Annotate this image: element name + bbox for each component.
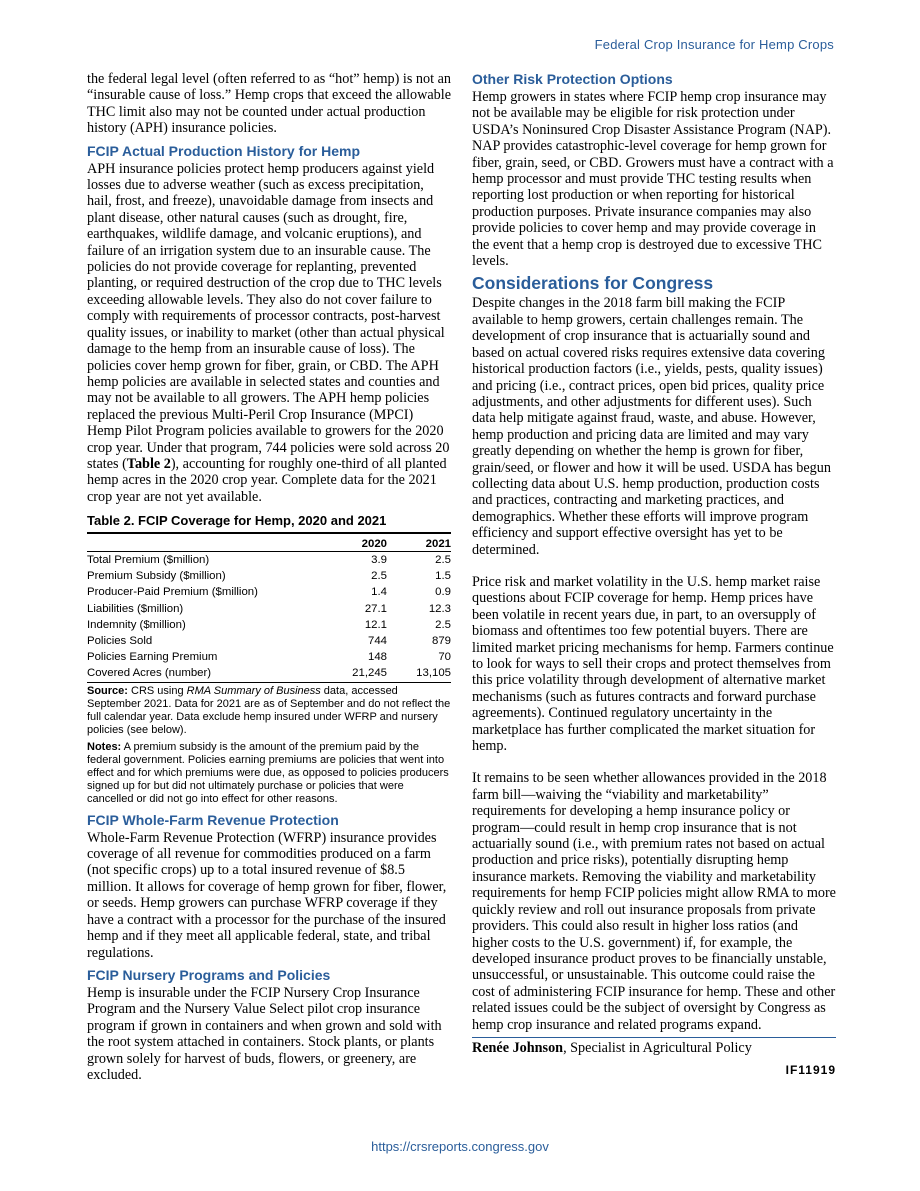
running-header: Federal Crop Insurance for Hemp Crops xyxy=(594,37,834,52)
aph-paragraph xyxy=(87,161,451,506)
report-id: IF11919 xyxy=(785,1062,836,1077)
row-value-2021: 12.3 xyxy=(428,602,451,615)
congress-paragraph-1: Despite changes in the 2018 farm bill making the FCIP available to hemp growers, certain challenges remain. The development of crop insurance that is actuarially sound and based on actual covered risks requires extensive data covering historical production factors (i.e., yields, pests, quality issues) and pricing (i.e., contract prices, open bid prices, quality price adjustments, and other adjustments for different uses). Such data help mitigate against fraud, waste, and abuse. However, hemp production and pricing data are limited and may vary greatly depending on whether the hemp is grown for fiber, grain/seed, or flower and how it will be used. USDA has begun collecting data about U.S. hemp production, production costs and practices, contracting and marketing practices, and demographics. Whether these efforts will improve program efficiency and support effective oversight has yet to be determined. xyxy=(472,295,831,558)
row-value-2021: 0.9 xyxy=(435,586,451,599)
aph-text-part-2: ), accounting for roughly one-third of all planted hemp acres in the 2020 crop year. Complete data for the 2021 crop year are not yet available. xyxy=(87,455,447,505)
table-notes xyxy=(87,741,451,806)
source-text-1: CRS using xyxy=(127,684,187,697)
table-row xyxy=(87,633,451,649)
row-value-2021: 2.5 xyxy=(435,618,451,631)
other-risk-paragraph: Hemp growers in states where FCIP hemp crop insurance may not be available may be eligible for risk protection under USDA’s Noninsured Crop Disaster Assistance Program (NAP). NAP provides catastrophic-level coverage for hemp grown for fiber, grain, seed, or CBD. Growers must have a contract with a hemp processor and must provide THC testing results when reporting lost production or when reporting for historical production purposes. Private insurance companies may also provide policies to cover hemp and may provide coverage in the event that a hemp crop is destroyed due to excessive THC levels. xyxy=(472,89,834,270)
row-value-2021: 1.5 xyxy=(435,570,451,583)
table-row xyxy=(87,617,451,633)
table-row xyxy=(87,665,451,682)
table-header-2021: 2021 xyxy=(387,533,451,552)
row-label: Indemnity ($million) xyxy=(87,618,186,631)
coverage-table xyxy=(87,532,451,683)
table-title: Table 2. FCIP Coverage for Hemp, 2020 and 2021 xyxy=(87,513,387,529)
congress-paragraph-3: It remains to be seen whether allowances provided in the 2018 farm bill—waiving the “viability and marketability” requirements for developing a hemp insurance policy or program—could result in hemp crop insurance that is not actuarially sound (i.e., with premium rates not based on actual production and price risks), potentially disrupting hemp insurance markets. Removing the viability and marketability requirements for hemp FCIP policies might allow RMA to more quickly review and roll out insurance proposals from private providers. This could also result in higher loss ratios (and higher costs to the U.S. government) if, for example, the developed insurance product proves to be financially unstable, unsuccessful, or unsustainable. This outcome could raise the cost of administering FCIP insurance for hemp. These and other related issues could be the subject of oversight by Congress as hemp crop insurance and related programs expand. xyxy=(472,770,836,1033)
aph-heading: FCIP Actual Production History for Hemp xyxy=(87,142,361,159)
intro-paragraph: the federal legal level (often referred to as “hot” hemp) is not an “insurable cause of loss.” Hemp crops that exceed the allowable THC limit also may not be counted under actual production history (APH) insurance policies. xyxy=(87,71,452,137)
table-row xyxy=(87,568,451,584)
source-label: Source: xyxy=(87,684,128,697)
congress-heading: Considerations for Congress xyxy=(472,273,714,294)
row-value-2020: 744 xyxy=(367,634,387,647)
row-value-2020: 2.5 xyxy=(371,570,387,583)
aph-text-part-1: APH insurance policies protect hemp producers against yield losses due to adverse weather (such as excess precipitation, hail, frost, and freeze), unavoidable damage from insects and plant disease, other natural causes (such as drought, fire, earthquakes, wildlife damage, and volcanic eruptions), and failure of an irrigation system due to an insurable cause. The policies do not provide coverage for replanting, prevented planting, or required destruction of the crop due to THC levels exceeding allowable levels. They also do not cover failure to comply with requirements of processor contracts, post-harvest quality issues, or inability to market (other than actual physical damage to the hemp from an insurable cause of loss). The policies cover hemp grown for fiber, grain, or CBD. The APH hemp policies are available in selected states and counties and may not be available to all growers. The APH hemp policies replaced the previous Multi-Peril Crop Insurance (MPCI) Hemp Pilot Program policies available to growers for the 2020 crop year. Under that program, 744 policies were sold across 20 states ( xyxy=(87,160,450,472)
wfrp-paragraph: Whole-Farm Revenue Protection (WFRP) insurance provides coverage of all revenue for commodities produced on a farm (not specific crops) up to a total insured revenue of $8.5 million. It allows for coverage of hemp grown for fiber, flower, or seeds. Hemp growers can purchase WFRP coverage if they have a contract with a processor for the purchase of the insured hemp and if they meet all applicable federal, state, and tribal regulations. xyxy=(87,829,447,961)
row-value-2020: 12.1 xyxy=(364,618,387,631)
notes-text: A premium subsidy is the amount of the premium paid by the federal government. Policies earning premiums are policies that went into effect and for which premiums were due, as opposed to policies producers signed up for but did not ultimately purchase or policies that were cancelled or did not go into effect for other reasons. xyxy=(87,740,449,805)
row-label: Covered Acres (number) xyxy=(87,665,323,682)
notes-label: Notes: xyxy=(87,740,122,753)
table-row xyxy=(87,649,451,665)
source-text-2: data, accessed September 2021. Data for 2021 are as of September and do not reflect the full calendar year. Data exclude hemp insured under WFRP and nursery policies (see below). xyxy=(87,684,451,736)
nursery-heading: FCIP Nursery Programs and Policies xyxy=(87,966,331,983)
row-label: Producer-Paid Premium ($million) xyxy=(87,586,258,599)
row-value-2021: 13,105 xyxy=(387,665,451,682)
row-value-2020: 1.4 xyxy=(371,586,387,599)
table-row xyxy=(87,585,451,601)
nursery-paragraph: Hemp is insurable under the FCIP Nursery Crop Insurance Program and the Nursery Value Select pilot crop insurance program if grown in containers and when grown and sold with the root system attached in containers. Stock plants, or plants grown solely for harvest of buds, flowers, or greenery, are excluded. xyxy=(87,984,442,1083)
row-value-2021: 879 xyxy=(431,634,451,647)
table-header-row xyxy=(87,533,451,552)
other-risk-heading: Other Risk Protection Options xyxy=(472,71,673,87)
row-value-2020: 21,245 xyxy=(323,665,387,682)
wfrp-heading: FCIP Whole-Farm Revenue Protection xyxy=(87,811,339,828)
table-header-2020: 2020 xyxy=(323,533,387,552)
row-label: Policies Earning Premium xyxy=(87,651,218,664)
table-source-note xyxy=(87,685,451,737)
author-title: , Specialist in Agricultural Policy xyxy=(563,1039,752,1056)
right-column xyxy=(472,71,836,1077)
row-value-2021: 70 xyxy=(438,651,451,664)
footer-link[interactable]: https://crsreports.congress.gov xyxy=(371,1139,549,1154)
table-row xyxy=(87,601,451,617)
source-italic: RMA Summary of Business xyxy=(186,684,321,697)
author-name: Renée Johnson xyxy=(472,1039,564,1056)
row-value-2020: 3.9 xyxy=(371,554,387,567)
row-value-2021: 2.5 xyxy=(435,554,451,567)
congress-paragraph-2: Price risk and market volatility in the U.S. hemp market raise questions about FCIP coverage for hemp. Hemp prices have been volatile in recent years due, in part, to an oversupply of biomass and oftentimes too few potential buyers. There are limited market pricing mechanisms for hemp. Farmers continue to look for ways to sell their crops and protect themselves from this price volatility through development of alternative market mechanisms (such as futures contracts and forward purchase agreements). Continued regulatory uncertainty in the marketplace has further complicated the market situation for hemp. xyxy=(472,573,834,755)
row-label: Liabilities ($million) xyxy=(87,602,184,615)
row-value-2020: 27.1 xyxy=(364,602,387,615)
left-column xyxy=(87,71,451,1083)
table-row xyxy=(87,552,451,569)
table-header-label xyxy=(87,533,323,552)
row-label: Premium Subsidy ($million) xyxy=(87,570,226,583)
author-signature xyxy=(472,1037,836,1057)
table-2-reference: Table 2 xyxy=(126,455,171,472)
row-label: Policies Sold xyxy=(87,634,153,647)
row-value-2020: 148 xyxy=(367,651,387,664)
row-label: Total Premium ($million) xyxy=(87,554,210,567)
